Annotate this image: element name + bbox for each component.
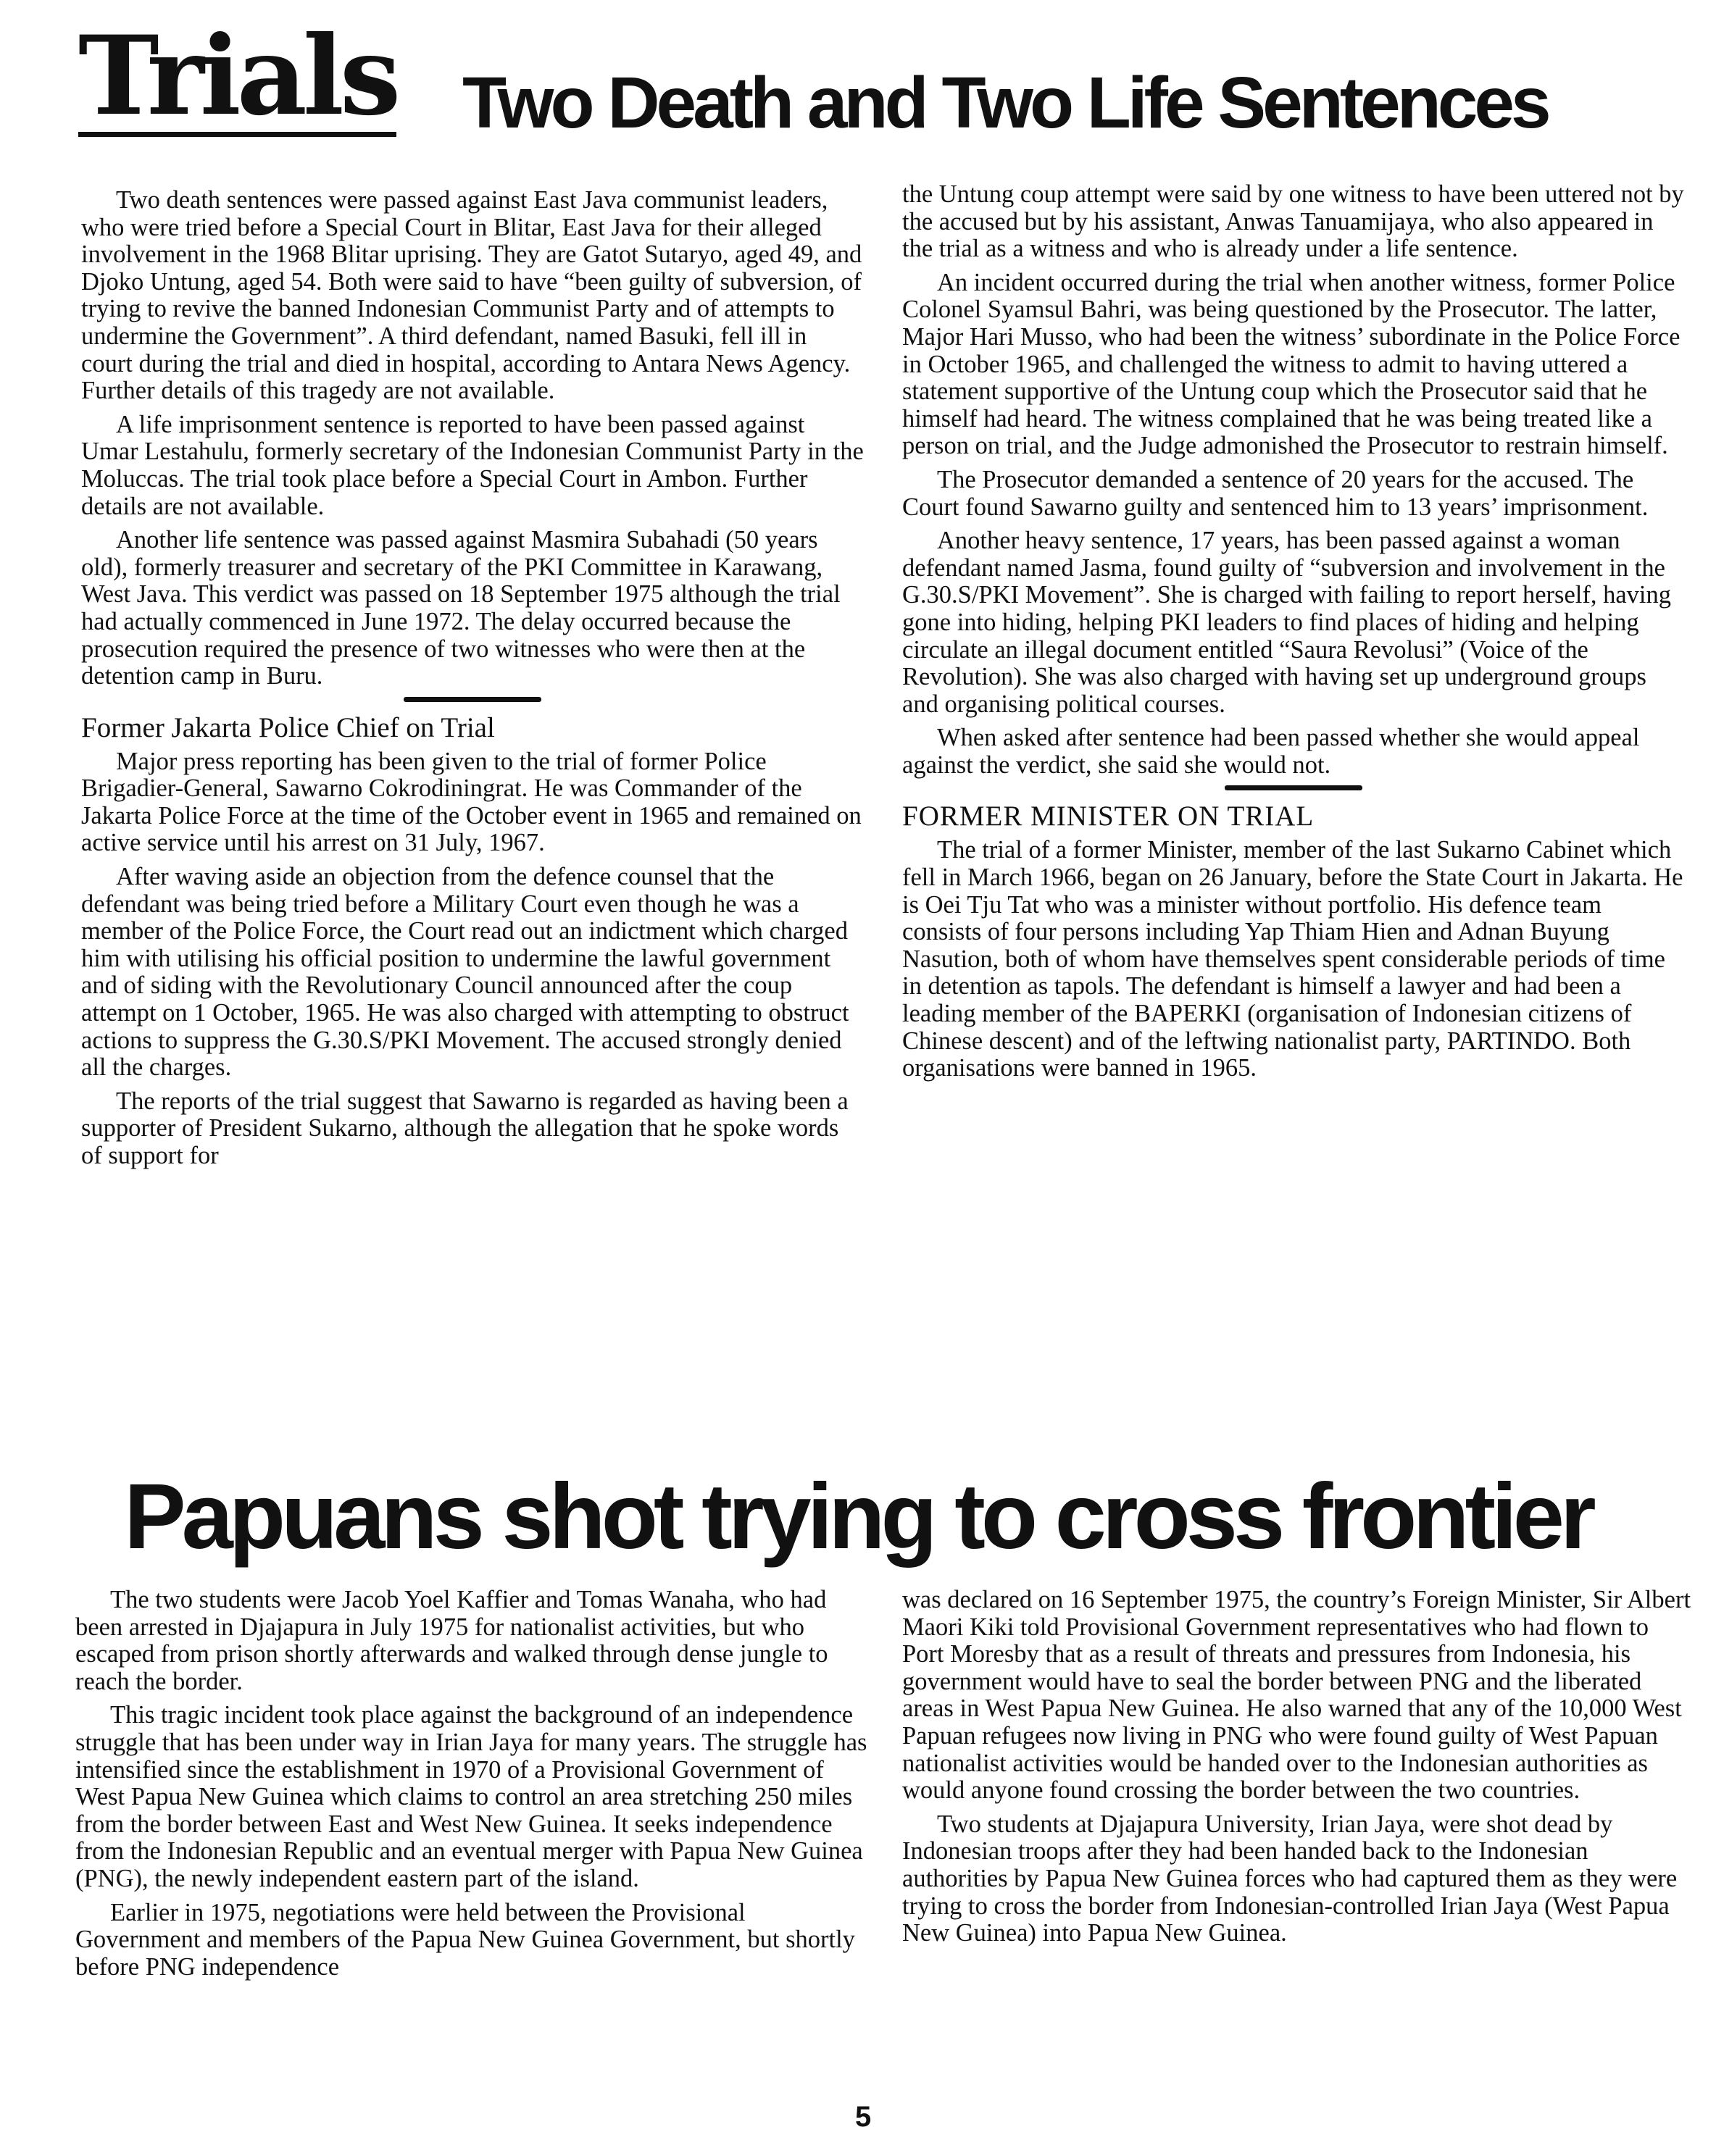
paragraph: Two death sentences were passed against East Java communist leaders, who were tried before a Special Court in Blitar, East Java for their alleged involvement in the 1968 Blitar uprising. They are Gatot Sutaryo, aged 49, and Djoko Untung, aged 54. Both were said to have “been guilty of subversion, of trying to revive the banned Indonesian Communist Party and of attempts to undermine the Government”. A third defendant, named Basuki, fell ill in court during the trial and died in hospital, according to Antara News Agency. Further details of this tragedy are not available. xyxy=(81,186,862,405)
paragraph: the Untung coup attempt were said by one witness to have been uttered not by the accused but by his assistant, Anwas Tanuamijaya, who also appeared in the trial as a witness and who is already under a life sentence. xyxy=(902,180,1684,263)
papuans-column-right xyxy=(902,1587,1692,1954)
paragraph: was declared on 16 September 1975, the country’s Foreign Minister, Sir Albert Maori Kiki told Provisional Government representatives who had flown to Port Moresby that as a result of threats and pressures from Indonesia, his government would have to seal the border between PNG and the liberated areas in West Papua New Guinea. He also warned that any of the 10,000 West Papuan refugees now living in PNG who were found guilty of West Papuan nationalist activities would be handed over to the Indonesian authorities as would anyone found crossing the border between the two countries. xyxy=(902,1586,1691,1805)
paragraph: Major press reporting has been given to the trial of former Police Brigadier-General, Sawarno Cokrodiningrat. He was Commander of the Jakarta Police Force at the time of the October event in 1965 and remained on active service until his arrest on 31 July, 1967. xyxy=(81,747,862,857)
subheading: FORMER MINISTER ON TRIAL xyxy=(902,801,1315,832)
headline: Two Death and Two Life Sentences xyxy=(462,62,1548,143)
paragraph: Earlier in 1975, negotiations were held between the Provisional Government and members of the Papua New Guinea Government, but shortly before PNG independence xyxy=(75,1898,855,1981)
subheading: Former Jakarta Police Chief on Trial xyxy=(81,711,495,743)
paragraph: After waving aside an objection from the defence counsel that the defendant was being tried before a Military Court even though he was a member of the Police Force, the Court read out an indictment which charged him with utilising his official position to undermine the lawful government and of siding with the Revolutionary Council announced after the coup attempt on 1 October, 1965. He was also charged with attempting to obstruct actions to suppress the G.30.S/PKI Movement. The accused strongly denied all the charges. xyxy=(81,863,849,1082)
page-number: 5 xyxy=(855,2101,872,2133)
divider xyxy=(404,697,541,702)
papuans-headline: Papuans shot trying to cross frontier xyxy=(124,1465,1592,1568)
paragraph: The reports of the trial suggest that Sawarno is regarded as having been a supporter of President Sukarno, although the allegation that he spoke words of support for xyxy=(81,1087,849,1169)
page-header xyxy=(78,12,1673,159)
paragraph: Another life sentence was passed against Masmira Subahadi (50 years old), formerly treasurer and secretary of the PKI Committee in Karawang, West Java. This verdict was passed on 18 September 1975 although the trial had actually commenced in June 1972. The delay occurred because the prosecution required the presence of two witnesses who were then at the detention camp in Buru. xyxy=(81,526,841,690)
trials-column-right xyxy=(902,181,1685,1089)
paragraph: This tragic incident took place against the background of an independence struggle that has been under way in Irian Jaya for many years. The struggle has intensified since the establishment in 1970 of a Provisional Government of West Papua New Guinea which claims to control an area stretching 250 miles from the border between East and West New Guinea. It seeks independence from the Indonesian Republic and an eventual merger with Papua New Guinea (PNG), the newly independent eastern part of the island. xyxy=(75,1701,867,1892)
paragraph: A life imprisonment sentence is reported to have been passed against Umar Lestahulu, formerly secretary of the Indonesian Communist Party in the Moluccas. The trial took place before a Special Court in Ambon. Further details are not available. xyxy=(81,410,864,520)
paragraph: The two students were Jacob Yoel Kaffier and Tomas Wanaha, who had been arrested in Djajapura in July 1975 for nationalist activities, but who escaped from prison shortly afterwards and walked through dense jungle to reach the border. xyxy=(75,1586,828,1695)
paragraph: Two students at Djajapura University, Irian Jaya, were shot dead by Indonesian troops after they had been handed back to the Indonesian authorities by Papua New Guinea forces who had captured them as they were trying to cross the border from Indonesian-controlled Irian Jaya (West Papua New Guinea) into Papua New Guinea. xyxy=(902,1810,1678,1947)
paragraph: The trial of a former Minister, member of the last Sukarno Cabinet which fell in March 1966, began on 26 January, before the State Court in Jakarta. He is Oei Tju Tat who was a minister without portfolio. His defence team consists of four persons including Yap Thiam Hien and Adnan Buyung Nasution, both of whom have themselves spent considerable periods of time in detention as tapols. The defendant is himself a lawyer and had been a leading member of the BAPERKI (organisation of Indonesian citizens of Chinese descent) and of the leftwing nationalist party, PARTINDO. Both organisations were banned in 1965. xyxy=(902,836,1683,1082)
paragraph: The Prosecutor demanded a sentence of 20 years for the accused. The Court found Sawarno guilty and sentenced him to 13 years’ imprisonment. xyxy=(902,465,1649,521)
trials-column-left xyxy=(81,187,864,1177)
divider xyxy=(1225,785,1362,790)
papuans-column-left xyxy=(75,1587,872,1987)
paragraph: An incident occurred during the trial when another witness, former Police Colonel Syamsul Bahri, was being questioned by the Prosecutor. The latter, Major Hari Musso, who had been the witness’ subordinate in the Police Force in October 1965, and challenged the witness to admit to having uttered a statement supportive of the Untung coup which the Prosecutor said that he himself had heard. The witness complained that he was being treated like a person on trial, and the Judge admonished the Prosecutor to restrain himself. xyxy=(902,268,1680,460)
section-title: Trials xyxy=(78,12,397,140)
paragraph: Another heavy sentence, 17 years, has been passed against a woman defendant named Jasma, found guilty of “subversion and involvement in the G.30.S/PKI Movement”. She is charged with failing to report herself, having gone into hiding, helping PKI leaders to find places of hiding and helping circulate an illegal document entitled “Saura Revolusi” (Voice of the Revolution). She was also charged with having set up underground groups and organising political courses. xyxy=(902,527,1671,718)
paragraph: When asked after sentence had been passed whether she would appeal against the verdict, she said she would not. xyxy=(902,724,1640,779)
